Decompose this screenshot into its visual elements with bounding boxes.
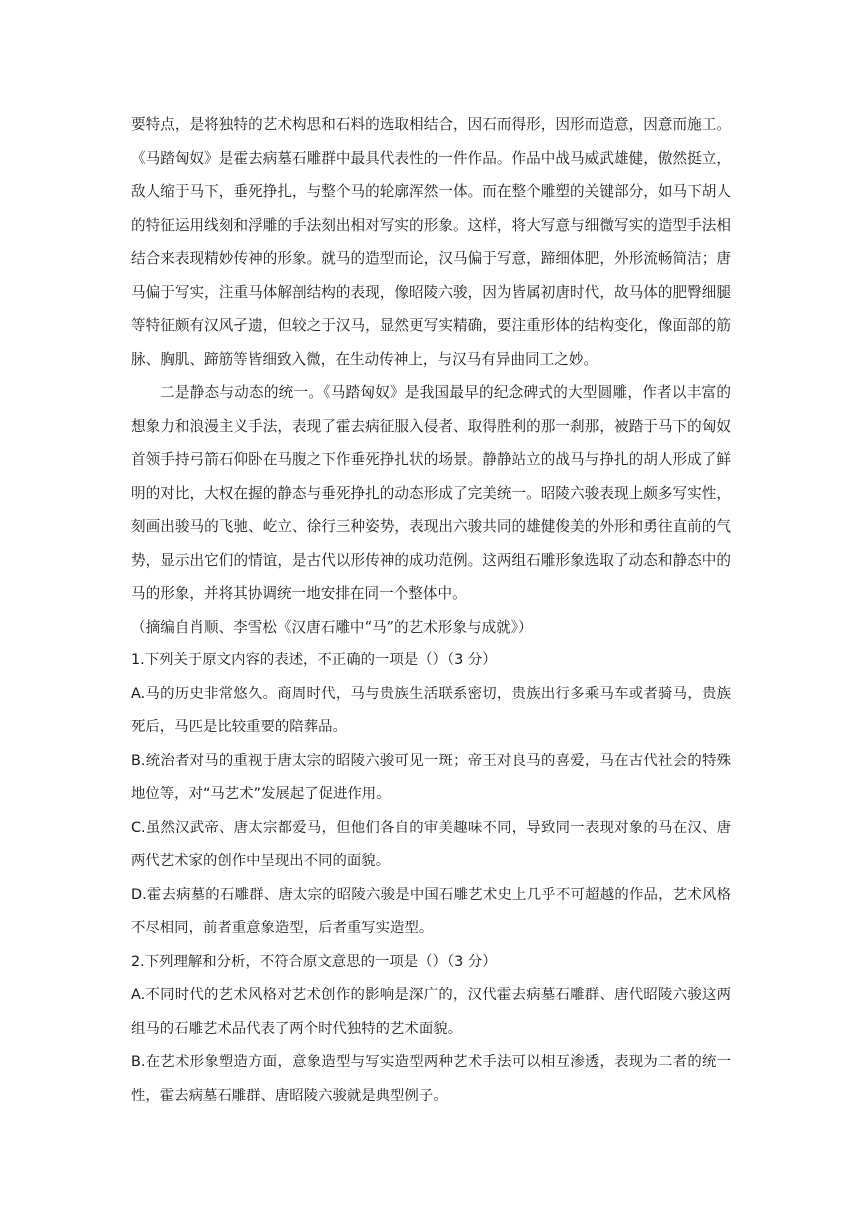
question-section: [131, 644, 731, 1113]
question-1-option-d: D.霍去病墓的石雕群、唐太宗的昭陵六骏是中国石雕艺术史上几乎不可超越的作品，艺术风格不尽相同，前者重意象造型，后者重写实造型。: [131, 886, 731, 936]
question-1-option-b: B.统治者对马的重视于唐太宗的昭陵六骏可见一斑；帝王对良马的喜爱，马在古代社会的特殊地位等，对“马艺术”发展起了促进作用。: [131, 752, 731, 802]
essay-text: [131, 108, 731, 644]
question-2-stem: 2.下列理解和分析，不符合原文意思的一项是（）（3 分）: [131, 953, 497, 970]
document-page: [131, 108, 731, 1113]
question-1-stem: 1.下列关于原文内容的表述，不正确的一项是（）（3 分）: [131, 652, 497, 668]
question-1-option-a: A.马的历史非常悠久。商周时代，马与贵族生活联系密切，贵族出行多乘马车或者骑马，贵族死后，马匹是比较重要的陪葬品。: [131, 685, 731, 735]
question-2-option-b: B.在艺术形象塑造方面，意象造型与写实造型两种艺术手法可以相互渗透，表现为二者的统一性，霍去病墓石雕群、唐昭陵六骏就是典型例子。: [131, 1054, 731, 1104]
essay-paragraph-1: 要特点，是将独特的艺术构思和石料的选取相结合，因石而得形，因形而造意，因意而施工。《马踏匈奴》是霍去病墓石雕群中最具代表性的一件作品。作品中战马威武雄健，傲然挺立，敌人缩于马下，垂死挣扎，与整个马的轮廓浑然一体。而在整个雕塑的关键部分，如马下胡人的特征运用线刻和浮雕的手法刻出相对写实的形象。这样，将大写意与细微写实的造型手法相结合来表现精妙传神的形象。就马的造型而论，汉马偏于写意，蹄细体肥，外形流畅简洁；唐马偏于写实，注重马体解剖结构的表现，像昭陵六骏，因为皆属初唐时代，故马体的肥臀细腿等特征颇有汉风孑遗，但较之于汉马，显然更写实精确，要注重形体的结构变化，像面部的筋脉、胸肌、蹄筋等皆细致入微，在生动传神上，与汉马有异曲同工之妙。: [131, 116, 731, 368]
question-1-option-c: C.虽然汉武帝、唐太宗都爱马，但他们各自的审美趣味不同，导致同一表现对象的马在汉、唐两代艺术家的创作中呈现出不同的面貌。: [131, 819, 731, 869]
question-2-option-a: A.不同时代的艺术风格对艺术创作的影响是深广的，汉代霍去病墓石雕群、唐代昭陵六骏这两组马的石雕艺术品代表了两个时代独特的艺术面貌。: [131, 987, 731, 1037]
essay-source-citation: （摘编自肖顺、李雪松《汉唐石雕中“马”的艺术形象与成就》）: [131, 618, 533, 636]
essay-paragraph-2: 二是静态与动态的统一。《马踏匈奴》是我国最早的纪念碑式的大型圆雕，作者以丰富的想象力和浪漫主义手法，表现了霍去病征服入侵者、取得胜利的那一刹那，被踏于马下的匈奴首领手持弓箭石仰卧在马腹之下作垂死挣扎状的场景。静静站立的战马与挣扎的胡人形成了鲜明的对比，大权在握的静态与垂死挣扎的动态形成了完美统一。昭陵六骏表现上颇多写实性，刻画出骏马的飞驰、屹立、徐行三种姿势，表现出六骏共同的雄健俊美的外形和勇往直前的气势，显示出它们的情谊，是古代以形传神的成功范例。这两组石雕形象选取了动态和静态中的马的形象，并将其协调统一地安排在同一个整体中。: [131, 384, 731, 602]
